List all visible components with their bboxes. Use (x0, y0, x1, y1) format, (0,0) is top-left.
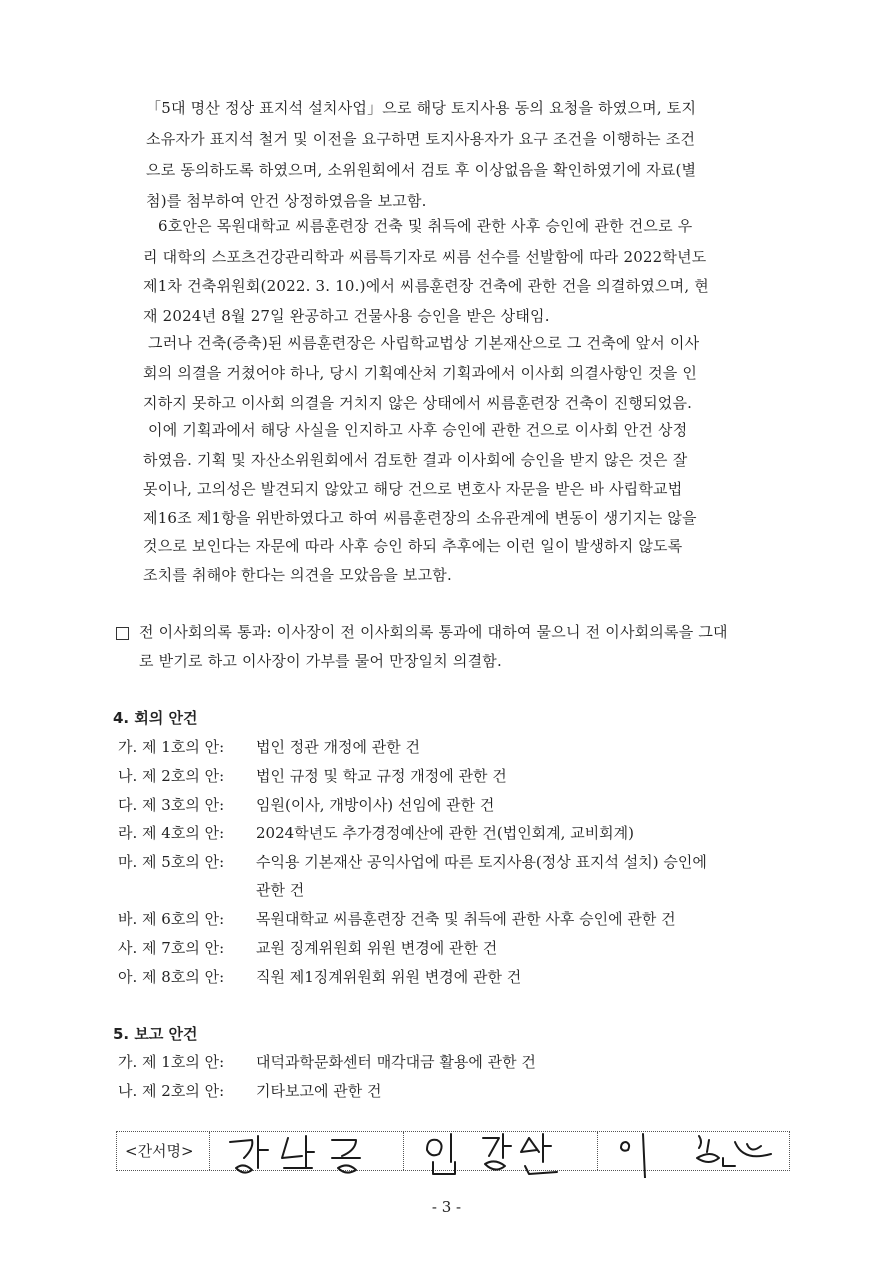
agenda-item (118, 967, 521, 987)
agenda-text: 2024학년도 추가경정예산에 관한 건(법인회계, 교비회계) (256, 824, 635, 842)
handwritten-signature-2 (417, 1128, 587, 1178)
agenda-item (118, 938, 497, 958)
section-5-title: 5. 보고 안건 (113, 1025, 198, 1043)
agenda-item (118, 909, 676, 929)
agenda-text: 교원 징계위원회 위원 변경에 관한 건 (256, 939, 498, 957)
agenda-text: 기타보고에 관한 건 (256, 1082, 382, 1100)
agenda-label: 아. 제 8호의 안: (118, 968, 225, 986)
body-line: 재 2024년 8월 27일 완공하고 건물사용 승인을 받은 상태임. (143, 307, 550, 325)
body-line: 리 대학의 스포츠건강관리학과 씨름특기자로 씨름 선수를 선발함에 따라 2022학년도 (143, 248, 707, 266)
body-line: 첨)를 첨부하여 안건 상정하였음을 보고함. (146, 192, 427, 210)
report-item (118, 1081, 381, 1101)
agenda-text: 임원(이사, 개방이사) 선임에 관한 건 (256, 796, 495, 814)
agenda-label: 가. 제 1호의 안: (118, 738, 225, 756)
body-line: 「5대 명산 정상 표지석 설치사업」으로 해당 토지사용 동의 요청을 하였으며, 토지 (146, 99, 697, 117)
checkbox-square-icon (116, 627, 129, 640)
handwritten-signature-1 (222, 1128, 392, 1178)
body-line: 하였음. 기획 및 자산소위원회에서 검토한 결과 이사회에 승인을 받지 않은 것은 잘 (143, 451, 688, 469)
handwritten-signature-3 (611, 1128, 781, 1178)
agenda-label: 마. 제 5호의 안: (118, 853, 225, 871)
body-line: 것으로 보인다는 자문에 따라 사후 승인 하되 추후에는 이런 일이 발생하지 않도록 (143, 537, 683, 555)
agenda-text: 목원대학교 씨름훈련장 건축 및 취득에 관한 사후 승인에 관한 건 (256, 910, 676, 928)
body-line: 그러나 건축(증축)된 씨름훈련장은 사립학교법상 기본재산으로 그 건축에 앞서 이사 (148, 334, 700, 352)
minutes-line: 로 받기로 하고 이사장이 가부를 물어 만장일치 의결함. (139, 652, 502, 670)
agenda-text: 수익용 기본재산 공익사업에 따른 토지사용(정상 표지석 설치) 승인에 (256, 853, 707, 871)
agenda-text-continuation: 관한 건 (256, 881, 305, 899)
body-line: 으로 동의하도록 하였으며, 소위원회에서 검토 후 이상없음을 확인하였기에 자료(별 (146, 161, 697, 179)
agenda-item (118, 766, 507, 786)
signature-divider (209, 1132, 210, 1170)
agenda-item (118, 823, 634, 843)
body-line: 6호안은 목원대학교 씨름훈련장 건축 및 취득에 관한 사후 승인에 관한 건으로 우 (158, 217, 693, 235)
page-number: - 3 - (431, 1198, 462, 1216)
minutes-line: 전 이사회의록 통과: 이사장이 전 이사회의록 통과에 대하여 물으니 전 이사회의록을 그대 (139, 623, 728, 641)
body-line: 제1차 건축위원회(2022. 3. 10.)에서 씨름훈련장 건축에 관한 건을 의결하였으며, 현 (143, 277, 709, 295)
agenda-text: 법인 규정 및 학교 규정 개정에 관한 건 (256, 767, 507, 785)
agenda-label: 라. 제 4호의 안: (118, 824, 225, 842)
agenda-label: 바. 제 6호의 안: (118, 910, 225, 928)
agenda-label: 다. 제 3호의 안: (118, 796, 225, 814)
agenda-item (118, 795, 494, 815)
agenda-label: 나. 제 2호의 안: (118, 767, 225, 785)
signature-divider (403, 1132, 404, 1170)
signature-divider (597, 1132, 598, 1170)
body-line: 이에 기획과에서 해당 사실을 인지하고 사후 승인에 관한 건으로 이사회 안건 상정 (148, 421, 688, 439)
body-line: 회의 의결을 거쳤어야 하나, 당시 기획예산처 기획과에서 이사회 의결사항인 것을 인 (143, 364, 698, 382)
agenda-label: 나. 제 2호의 안: (118, 1082, 225, 1100)
body-line: 못이나, 고의성은 발견되지 않았고 해당 건으로 변호사 자문을 받은 바 사립학교법 (143, 480, 683, 498)
agenda-text: 직원 제1징계위원회 위원 변경에 관한 건 (256, 968, 522, 986)
body-line: 조치를 취해야 한다는 의견을 모았음을 보고함. (143, 566, 452, 584)
agenda-label: 사. 제 7호의 안: (118, 939, 225, 957)
section-4-title: 4. 회의 안건 (113, 709, 198, 727)
signature-box (116, 1131, 790, 1171)
body-line: 소유자가 표지석 철거 및 이전을 요구하면 토지사용자가 요구 조건을 이행하는 조건 (146, 130, 696, 148)
agenda-item (118, 737, 420, 757)
body-line: 지하지 못하고 이사회 의결을 거치지 않은 상태에서 씨름훈련장 건축이 진행되었음. (143, 394, 693, 412)
signature-label: <간서명> (125, 1142, 194, 1160)
report-item (118, 1052, 536, 1072)
body-line: 제16조 제1항을 위반하였다고 하여 씨름훈련장의 소유관계에 변동이 생기지는 않을 (143, 509, 697, 527)
agenda-text: 법인 정관 개정에 관한 건 (256, 738, 420, 756)
agenda-text: 대덕과학문화센터 매각대금 활용에 관한 건 (256, 1053, 536, 1071)
agenda-item (118, 852, 707, 872)
agenda-label: 가. 제 1호의 안: (118, 1053, 225, 1071)
